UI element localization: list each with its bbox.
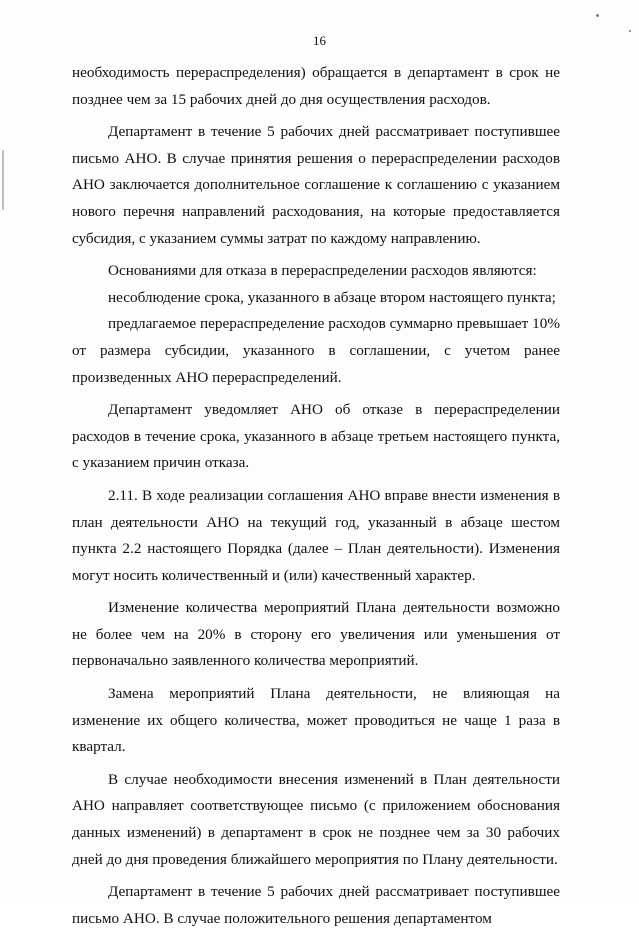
scan-artifact [629,30,631,32]
paragraph: необходимость перераспределения) обращается в департамент в срок не позднее чем за 15 рабочих дней до дня осуществления расходов. [72,64,560,108]
paragraph: В случае необходимости внесения изменений в План деятельности АНО направляет соответствующее письмо (с приложением обоснования данных изменений) в департамент в срок не позднее чем за 30 рабочих дней до дня проведения ближайшего мероприятия по Плану деятельности. [72,770,560,868]
paragraph: Изменение количества мероприятий Плана деятельности возможно не более чем на 20% в сторону его увеличения или уменьшения от первоначально заявленного количества мероприятий. [72,599,560,670]
paragraph: Департамент в течение 5 рабочих дней рассматривает поступившее письмо АНО. В случае положительного решения департаментом [72,883,560,927]
page-number: 16 [313,33,326,48]
scan-artifact [596,14,599,17]
document-body [72,60,560,932]
paragraph: 2.11. В ходе реализации соглашения АНО вправе внести изменения в план деятельности АНО на текущий год, указанный в абзаце шестом пункта 2.2 настоящего Порядка (далее – План деятельности). Изменения могут носить количественный и (или) качественный характер. [72,486,560,584]
paragraph: Департамент в течение 5 рабочих дней рассматривает поступившее письмо АНО. В случае принятия решения о перераспределении расходов АНО заключается дополнительное соглашение к соглашению с указанием нового перечня направлений расходования, на которые предоставляется субсидия, с указанием суммы затрат по каждому направлению. [72,123,560,247]
paragraph: Замена мероприятий Плана деятельности, не влияющая на изменение их общего количества, может проводиться не чаще 1 раза в квартал. [72,685,560,756]
paragraph: Основаниями для отказа в перераспределении расходов являются: [108,262,537,280]
scan-artifact [2,150,4,210]
paragraph: Департамент уведомляет АНО об отказе в перераспределении расходов в течение срока, указанного в абзаце третьем настоящего пункта, с указанием причин отказа. [72,401,560,472]
paragraph: несоблюдение срока, указанного в абзаце втором настоящего пункта; [108,288,556,306]
paragraph: предлагаемое перераспределение расходов суммарно превышает 10% от размера субсидии, указанного в соглашении, с учетом ранее произведенных АНО перераспределений. [72,315,560,386]
